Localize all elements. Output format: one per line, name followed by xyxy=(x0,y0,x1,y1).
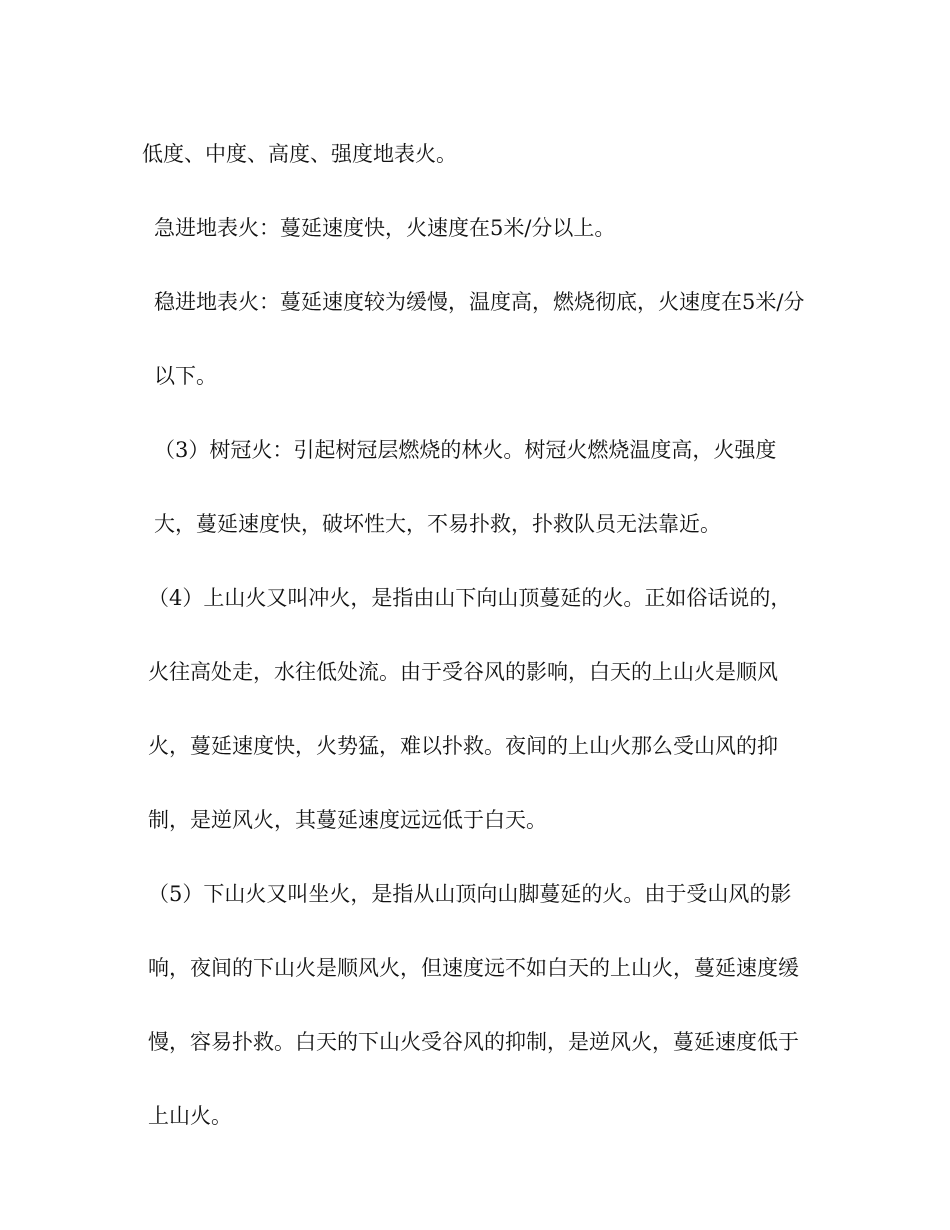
paragraph-steady-surface-fire: 稳进地表火：蔓延速度较为缓慢，温度高，燃烧彻底，火速度在5米/分以下。 xyxy=(154,290,805,388)
paragraph-fire-intensity: 低度、中度、高度、强度地表火。 xyxy=(142,142,457,166)
paragraph-crown-fire: （3）树冠火：引起树冠层燃烧的林火。树冠火燃烧温度高，火强度大，蔓延速度快，破坏性大，不易扑救，扑救队员无法靠近。 xyxy=(154,438,777,536)
paragraph-downhill-fire: （5）下山火又叫坐火，是指从山顶向山脚蔓延的火。由于受山风的影响，夜间的下山火是顺风火，但速度远不如白天的上山火，蔓延速度缓慢，容易扑救。白天的下山火受谷风的抑制，是逆风火，蔓延速度低于上山火。 xyxy=(148,882,799,1128)
paragraph-rapid-surface-fire: 急进地表火：蔓延速度快，火速度在5米/分以上。 xyxy=(154,216,616,240)
paragraph-uphill-fire: （4）上山火又叫冲火，是指由山下向山顶蔓延的火。正如俗话说的，火往高处走，水往低处流。由于受谷风的影响，白天的上山火是顺风火，蔓延速度快，火势猛，难以扑救。夜间的上山火那么受山风的抑制，是逆风火，其蔓延速度远远低于白天。 xyxy=(148,586,792,832)
document-body xyxy=(142,117,812,1153)
